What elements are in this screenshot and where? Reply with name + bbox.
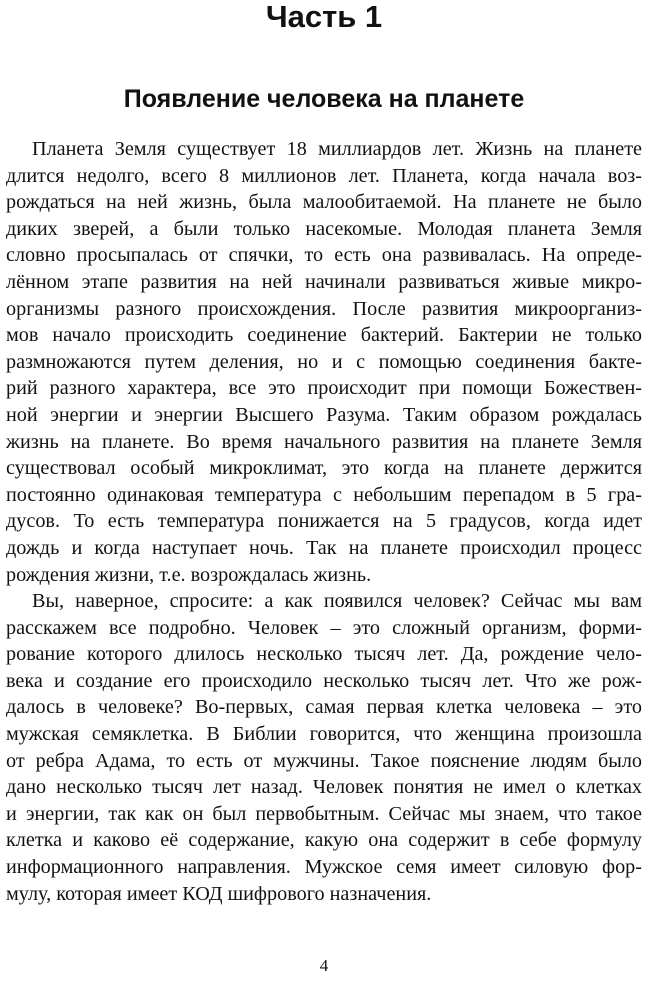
paragraph [6, 136, 642, 588]
text-line: клетка и каково её содержание, какую она содержит в себе формулу [6, 829, 642, 852]
body-text [6, 136, 642, 907]
text-line: дождь и когда наступает ночь. Так на планете происходил процесс [6, 536, 642, 559]
text-line: информационного направления. Мужское семя имеет силовую фор- [6, 856, 642, 879]
text-line: размножаются путем деления, но и с помощью соединения бакте- [6, 350, 642, 373]
text-line: рождения жизни, т.е. возрождалась жизнь. [6, 563, 372, 586]
page-number: 4 [319, 956, 329, 975]
text-line: века и создание его происходило несколько тысяч лет. Что же рож- [6, 669, 642, 692]
text-line: и энергии, так как он был первобытным. Сейчас мы знаем, что такое [6, 802, 642, 825]
text-line: рождаться на ней жизнь, была малообитаемой. На планете не было [6, 191, 642, 214]
text-line: Планета Земля существует 18 миллиардов лет. Жизнь на планете [32, 138, 642, 160]
text-line: словно просыпалась от спячки, то есть она развивалась. На опреде- [6, 244, 642, 267]
text-line: мужская семяклетка. В Библии говорится, что женщина произошла [6, 723, 642, 746]
text-line: мулу, которая имеет КОД шифрового назначения. [6, 882, 432, 905]
text-line: от ребра Адама, то есть от мужчины. Такое пояснение людям было [6, 749, 642, 772]
text-line: лённом этапе развития на ней начинали развиваться живые микро- [6, 270, 642, 293]
text-line: Вы, наверное, спросите: а как появился человек? Сейчас мы вам [32, 590, 642, 613]
text-line: дано несколько тысяч лет назад. Человек понятия не имел о клетках [6, 776, 642, 799]
text-line: диких зверей, а были только насекомые. Молодая планета Земля [6, 217, 642, 240]
text-line: существовал особый микроклимат, это когда на планете держится [6, 457, 642, 480]
text-line: организмы разного происхождения. После развития микроорганиз- [6, 297, 642, 320]
text-line: рий разного характера, все это происходит при помощи Божествен- [6, 377, 642, 400]
paragraph [6, 588, 642, 907]
part-title: Часть 1 [265, 0, 383, 34]
text-line: постоянно одинаковая температура с небольшим перепадом в 5 гра- [6, 483, 642, 506]
text-line: расскажем все подробно. Человек – это сложный организм, форми- [6, 616, 642, 639]
text-line: ной энергии и энергии Высшего Разума. Таким образом рождалась [6, 403, 642, 426]
text-line: далось в человеке? Во-первых, самая первая клетка человека – это [6, 696, 642, 719]
chapter-title: Появление человека на планете [123, 85, 525, 113]
text-line: дусов. То есть температура понижается на 5 градусов, когда идет [6, 510, 642, 533]
text-line: длится недолго, всего 8 миллионов лет. Планета, когда начала воз- [6, 164, 642, 187]
text-line: рование которого длилось несколько тысяч лет. Да, рождение чело- [6, 643, 642, 666]
text-line: жизнь на планете. Во время начального развития на планете Земля [6, 430, 642, 453]
text-line: мов начало происходить соединение бактерий. Бактерии не только [6, 324, 642, 347]
